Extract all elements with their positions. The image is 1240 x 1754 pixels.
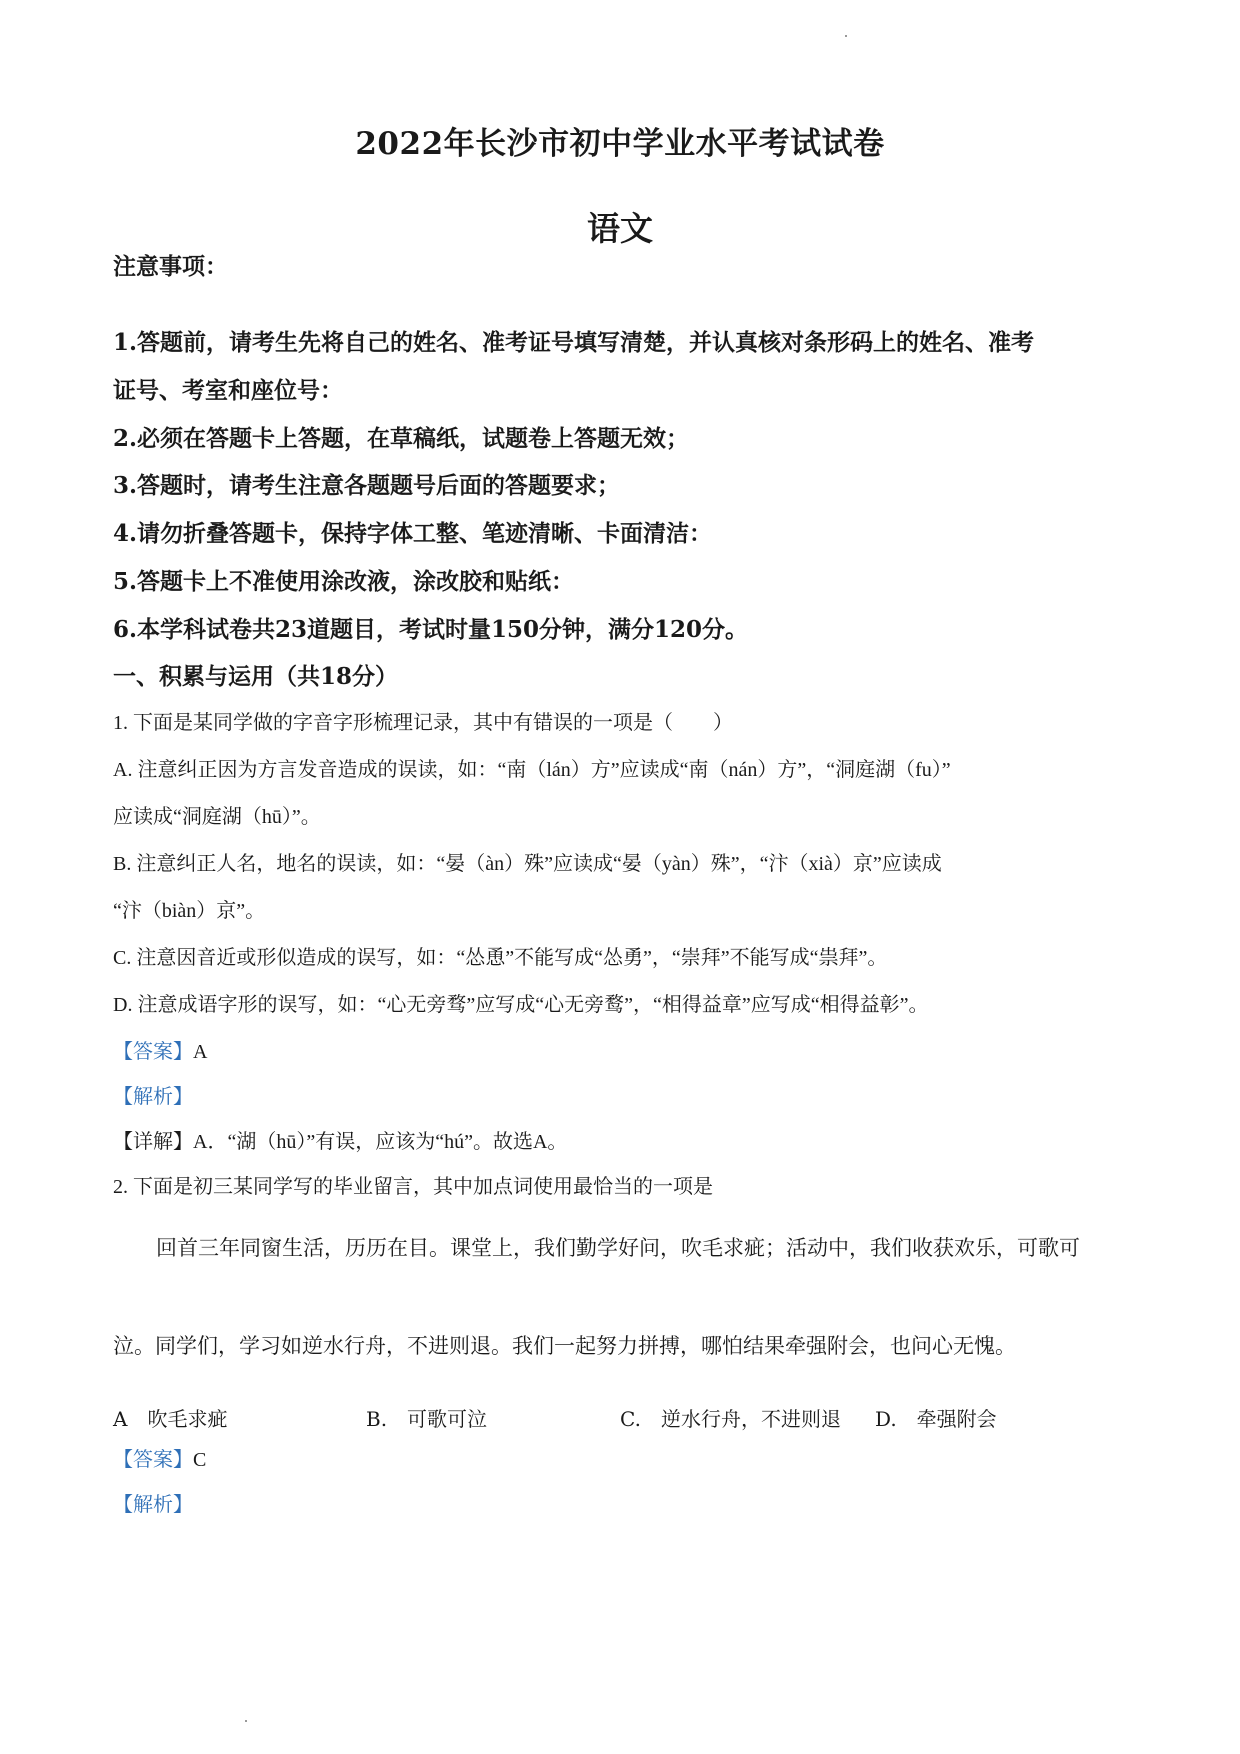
question-1-option-b-cont: “汴（biàn）京”。	[113, 900, 266, 922]
question-1-detail: 【详解】A．“湖（hū）”有误，应该为“hú”。故选A。	[113, 1131, 568, 1153]
scan-dot	[845, 35, 847, 37]
notice-item: 证号、考室和座位号：	[113, 377, 343, 404]
scan-dot	[245, 1720, 247, 1722]
question-1-answer	[113, 1035, 207, 1064]
question-2-option-b: B. 可歌可泣	[366, 1407, 488, 1431]
notice-item: 4.请勿折叠答题卡，保持字体工整、笔迹清晰、卡面清洁：	[113, 520, 713, 547]
exam-title: 2022年长沙市初中学业水平考试试卷	[355, 126, 885, 162]
subject-title: 语文	[587, 209, 653, 248]
question-2-option-c: C. 逆水行舟，不进则退	[620, 1407, 841, 1431]
question-2-stem: 2. 下面是初三某同学写的毕业留言，其中加点词使用最恰当的一项是	[113, 1176, 713, 1198]
question-1-option-a-cont: 应读成“洞庭湖（hū）”。	[113, 806, 321, 828]
answer-tag: 【答案】	[113, 1041, 193, 1063]
question-2-option-d: D. 牵强附会	[875, 1407, 997, 1431]
notice-item: 1.答题前，请考生先将自己的姓名、准考证号填写清楚，并认真核对条形码上的姓名、准考	[113, 329, 1035, 356]
notice-item: 6.本学科试卷共23道题目，考试时量150分钟，满分120分。	[113, 616, 749, 643]
section-heading: 一、积累与运用（共18分）	[113, 663, 399, 690]
notice-heading: 注意事项：	[113, 253, 228, 280]
question-2-option-a: A 吹毛求疵	[113, 1407, 228, 1431]
notice-item: 2.必须在答题卡上答题，在草稿纸，试题卷上答题无效；	[113, 425, 690, 452]
question-1-analysis-tag: 【解析】	[113, 1086, 193, 1108]
question-1-option-b: B. 注意纠正人名，地名的误读，如：“晏（àn）殊”应读成“晏（yàn）殊”，“汴（xià）京”应读成	[113, 853, 942, 875]
answer-value: C	[193, 1449, 207, 1471]
passage-line-1: 回首三年同窗生活，历历在目。课堂上，我们勤学好问，吹毛求疵；活动中，我们收获欢乐，可歌可	[156, 1236, 1080, 1260]
passage-line-2: 泣。同学们，学习如逆水行舟，不进则退。我们一起努力拼搏，哪怕结果牵强附会，也问心无愧。	[113, 1334, 1016, 1358]
answer-tag: 【答案】	[113, 1449, 193, 1471]
notice-item: 5.答题卡上不准使用涂改液，涂改胶和贴纸：	[113, 568, 575, 595]
question-2-analysis-tag: 【解析】	[113, 1494, 193, 1516]
question-1-option-a: A. 注意纠正因为方言发音造成的误读，如：“南（lán）方”应读成“南（nán）方”，“洞庭湖（fu）”	[113, 759, 951, 781]
question-1-stem: 1. 下面是某同学做的字音字形梳理记录，其中有错误的一项是（ ）	[113, 712, 733, 734]
question-1-option-d: D. 注意成语字形的误写，如：“心无旁骛”应写成“心无旁鹜”，“相得益章”应写成“相得益彰”。	[113, 994, 929, 1016]
notice-item: 3.答题时，请考生注意各题题号后面的答题要求；	[113, 472, 621, 499]
question-1-option-c: C. 注意因音近或形似造成的误写，如：“怂恿”不能写成“怂勇”，“崇拜”不能写成“祟拜”。	[113, 947, 888, 969]
answer-value: A	[193, 1041, 208, 1063]
question-2-answer	[113, 1443, 206, 1472]
